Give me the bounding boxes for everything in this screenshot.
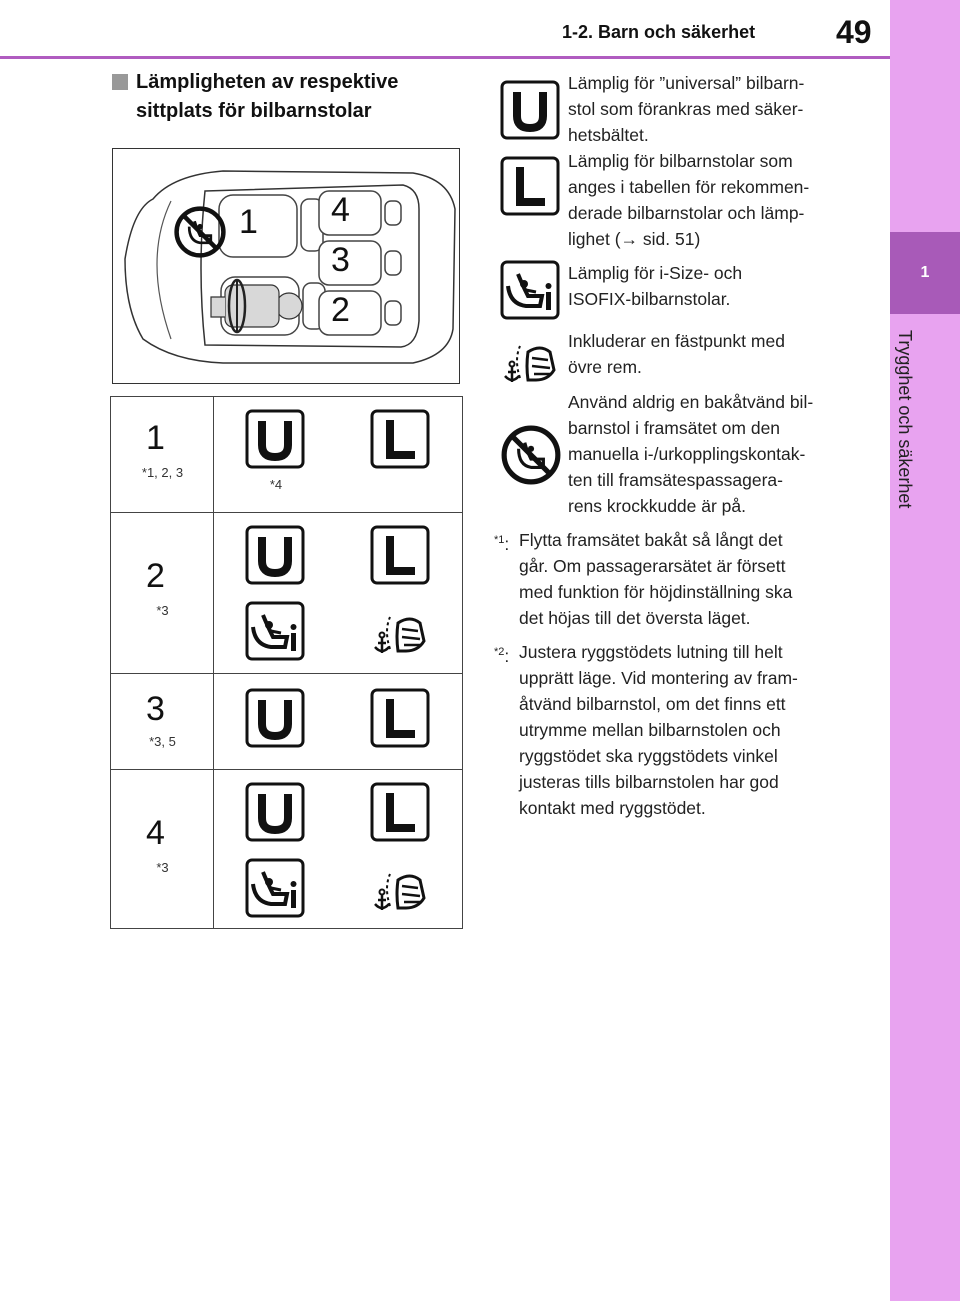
- prohibited-icon: [173, 205, 227, 259]
- legend-prohibit-text: [568, 389, 858, 519]
- legend-line: manuella i-/urkopplingskontak-: [568, 444, 806, 464]
- legend-line: ten till framsätespassagera-: [568, 470, 783, 490]
- table-row: [111, 512, 462, 673]
- square-bullet-icon: [112, 74, 128, 90]
- diagram-seat-4: 4: [331, 191, 350, 229]
- seat-cell: [111, 674, 214, 769]
- legend-line: Lämplig för i-Size- och: [568, 263, 743, 283]
- u-icon: [245, 688, 305, 748]
- footnote-line: utrymme mellan bilbarnstolen och: [519, 720, 781, 740]
- isize-icon: [245, 601, 305, 661]
- footnote-line: upprätt läge. Vid montering av fram-: [519, 668, 798, 688]
- legend-anchor-text: [568, 328, 858, 380]
- legend-line: anges i tabellen för rekommen-: [568, 177, 810, 197]
- diagram-seat-3: 3: [331, 241, 350, 279]
- legend-isize-text: [568, 260, 858, 312]
- header-rule: [0, 56, 890, 59]
- legend-line: barnstol i framsätet om den: [568, 418, 781, 438]
- anchor-icon: [370, 858, 430, 918]
- table-row: [111, 397, 462, 512]
- l-icon: [500, 156, 560, 216]
- section-heading: [112, 68, 472, 126]
- seat-number: 2: [146, 557, 165, 595]
- page-number: 49: [836, 14, 872, 50]
- heading-line-1: Lämpligheten av respektive: [136, 71, 399, 93]
- footnote-line: kontakt med ryggstödet.: [519, 798, 706, 818]
- footnote-line: det höjas till det översta läget.: [519, 608, 751, 628]
- legend-line: övre rem.: [568, 357, 642, 377]
- chapter-number[interactable]: 1: [890, 232, 960, 314]
- side-tab: [890, 0, 960, 1301]
- footnote-line: justeras tills bilbarnstolen har god: [519, 772, 779, 792]
- seat-cell: [111, 513, 214, 673]
- legend-line: Lämplig för bilbarnstolar som: [568, 151, 793, 171]
- footnote-line: med funktion för höjdinställning ska: [519, 582, 793, 602]
- table-row: [111, 673, 462, 769]
- chapter-label-text: Trygghet och säkerhet: [895, 330, 915, 509]
- seat-cell: [111, 770, 214, 928]
- footnote-line: ryggstödet ska ryggstödets vinkel: [519, 746, 778, 766]
- diagram-seat-1: 1: [239, 203, 258, 241]
- anchor-icon: [500, 330, 560, 390]
- seat-cell: [111, 397, 214, 512]
- footnote-body: [494, 639, 854, 821]
- seat-number: 1: [146, 419, 165, 457]
- footnote-line: åtvänd bilbarnstol, om det finns ett: [519, 694, 786, 714]
- u-icon: [500, 80, 560, 140]
- legend-line: lighet (→ sid. 51): [568, 229, 701, 249]
- seat-number: 3: [146, 690, 165, 728]
- seat-note: *3: [156, 603, 169, 618]
- isize-icon: [500, 260, 560, 320]
- legend-line: derade bilbarnstolar och lämp-: [568, 203, 805, 223]
- footnote-line: Justera ryggstödets lutning till helt: [519, 642, 783, 662]
- l-icon: [370, 688, 430, 748]
- seat-note: *3, 5: [149, 734, 176, 749]
- prohibited-icon: [500, 424, 562, 486]
- footnote-1: [494, 527, 854, 631]
- car-seat-diagram: [112, 148, 460, 384]
- legend-line: Inkluderar en fästpunkt med: [568, 331, 785, 351]
- l-icon: [370, 782, 430, 842]
- seat-note: *1, 2, 3: [141, 465, 184, 480]
- u-icon: [245, 782, 305, 842]
- legend-l-text: [568, 148, 858, 252]
- legend-line: Använd aldrig en bakåtvänd bil-: [568, 392, 814, 412]
- seat-suitability-table: [110, 396, 463, 929]
- l-icon: [370, 525, 430, 585]
- legend-line: hetsbältet.: [568, 125, 649, 145]
- l-icon: [370, 409, 430, 469]
- footnote-line: Flytta framsätet bakåt så långt det: [519, 530, 783, 550]
- isize-icon: [245, 858, 305, 918]
- footnote-marker: $^{*2}$:: [494, 645, 510, 666]
- legend-line: ISOFIX-bilbarnstolar.: [568, 289, 731, 309]
- heading-line-2: sittplats för bilbarnstolar: [136, 100, 372, 122]
- section-title: 1-2. Barn och säkerhet: [562, 22, 756, 42]
- footnote-2: [494, 639, 854, 821]
- seat-note: *3: [156, 860, 169, 875]
- legend-line: Lämplig för ”universal” bilbarn-: [568, 73, 805, 93]
- footnote-marker: $^{*1}$:: [494, 533, 510, 554]
- u-icon: [245, 525, 305, 585]
- table-row: [111, 769, 462, 928]
- footnote-body: [494, 527, 854, 631]
- footnote-line: går. Om passagerarsätet är försett: [519, 556, 786, 576]
- anchor-icon: [370, 601, 430, 661]
- seat-number: 4: [146, 814, 165, 852]
- diagram-seat-2: 2: [331, 291, 350, 329]
- u-icon: [245, 409, 305, 469]
- car-top-view: [113, 149, 459, 383]
- legend-line: stol som förankras med säker-: [568, 99, 804, 119]
- legend-line: rens krockkudde är på.: [568, 496, 747, 516]
- icon-note: *4: [269, 477, 283, 492]
- legend-u-text: [568, 70, 858, 148]
